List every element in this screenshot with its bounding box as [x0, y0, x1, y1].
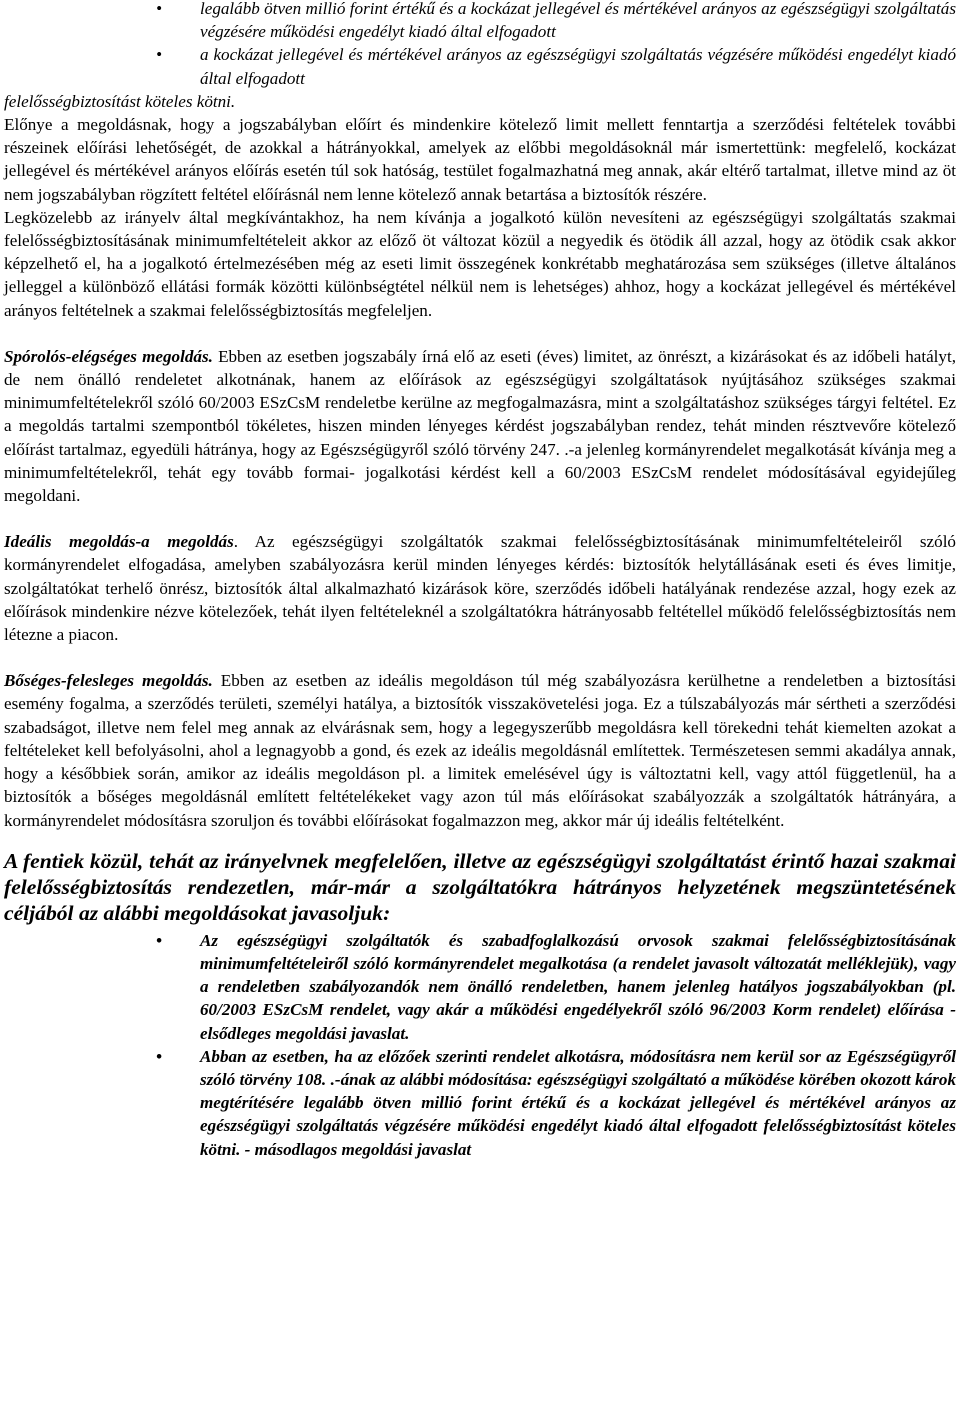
section-abundant-label: Bőséges-felesleges megoldás. [4, 671, 213, 691]
paragraph-closest: Legközelebb az irányelv által megkívántakhoz, ha nem kívánja a jogalkotó külön nevesíteni az egészségügyi szolgáltatás szakmai felelősségbiztosításának minimumfeltételeit akkor az előző öt változat közül a negyedik és ötödik áll azzal, hogy az ötödik csak akkor képzelhető el, ha a jogalkotó értelmezésében még az eseti limit összegének konkrétabb meghatározása sem szükséges (illetve általános jelleggel a különböző ellátási formák közötti különbségtétel nélkül nem is lehetséges) ahhoz, hogy a kockázat jellegével és mértékével arányos feltételnek a szakmai felelősségbiztosítás megfeleljen. [4, 207, 956, 320]
final-bullet-2-text: Abban az esetben, ha az előzőek szerinti rendelet alkotásra, módosításra nem kerül sor az Egészségügyről szóló törvény 108. .-ának az alábbi módosítása: egészségügyi szolgáltató a működése körében okozott károk megtérítésére legalább ötven millió forint értékű és a kockázat jellegével és mértékével arányos az egészségügyi szolgáltatás végzésére működési engedélyt kiadó által elfogadott felelősségbiztosítást köteles kötni. - másodlagos megoldási javaslat [200, 1046, 956, 1159]
bullet-dot-icon: • [156, 930, 162, 950]
conclusion-heading: A fentiek közül, tehát az irányelvnek megfelelően, illetve az egészségügyi szolgáltatást érintő hazai szakmai felelősségbiztosítás rendezetlen, már-már a szolgáltatókra hátrányos helyzetének megszüntetésének céljából az alábbi megoldásokat javasoljuk: [4, 848, 956, 925]
section-abundant-text: Ebben az esetben az ideális megoldáson túl még szabályozásra kerülhetne a rendeletben a biztosítási esemény fogalma, a szerződés területi, személyi hatálya, a biztosítók visszakövetelési joga. Ez a túlszabályozás már sértheti a szerződési szabadságot, illetve nem felel meg annak az elvárásnak sem, hogy a legegyszerűbb megoldásra kell törekedni tehát kiemelten azokat a feltételeket kell befolyásolni, ahol a legnagyobb a gond, és ezek az ideális megoldásnál említettek. Természetesen semmi akadálya annak, hogy a későbbiek során, amikor az ideális megoldáson pl. a limitek emelésével úgy is változtatni kell, vagy attól függetlenül, ha a biztosítók a bőséges megoldásnál említett feltételékeket vagy azon túl más előírásokat szabályozzák a szolgáltatók hátrányára, a kormányrendelet módosításra szoruljon és további előírásokat fogalmazzon meg, akkor már új ideális feltételként. [4, 671, 957, 830]
final-bullet-1 [4, 929, 956, 1045]
intro-tail: felelősségbiztosítást köteles kötni. [4, 91, 236, 111]
section-ideal-text: . Az egészségügyi szolgáltatók szakmai felelősségbiztosításának minimumfeltételeiről szóló kormányrendelet elfogadása, amelyben szabályozásra kerül minden lényeges kérdés: biztosítók helytállásának eseti és éves limitje, szolgáltatókat terhelő önrész, biztosítók által alkalmazható kizárások köre, szerződés időbeli hatályának rendezése azzal, hogy ezek az előírások mindenkire nézve kötelezőek, tehát ilyen feltételeknél a szolgáltatókra hátrányosabb feltétellel működő felelősségbiztosítás nem létezne a piacon. [4, 532, 956, 645]
final-bullet-1-text: Az egészségügyi szolgáltatók és szabadfoglalkozású orvosok szakmai felelősségbiztosításának minimumfeltételeiről szóló kormányrendelet megalkotása (a rendelet javasolt változatát melléklejük), vagy a rendeletben szabályozandók nem önálló rendeletben, hanem jelenleg hatályos jogszabályokban (pl. 60/2003 ESzCsM rendelet, vagy akár a működési engedélyekről szóló 96/2003 Korm rendelet) előírása - elsődleges megoldási javaslat. [200, 930, 956, 1043]
final-bullet-2 [4, 1045, 956, 1161]
bullet-dot-icon: • [156, 0, 162, 18]
spacer [4, 322, 956, 345]
section-ideal-label: Ideális megoldás-a megoldás [4, 532, 234, 552]
intro-bullet-1-text: legalább ötven millió forint értékű és a kockázat jellegével és mértékével arányos az egészségügyi szolgáltatás végzésére működési engedélyt kiadó által elfogadott [200, 0, 956, 42]
section-sparing-text: Ebben az esetben jogszabály írná elő az eseti (éves) limitet, az önrészt, a kizárásokat és az időbeli hatályt, de nem önálló rendeletet alkotnának, hanem az előírások az egészségügyi szolgáltatások nyújtásához szükséges szakmai minimumfeltételekről szóló 60/2003 ESzCsM rendeletbe kerülne az megfogalmazásra, mint a szolgáltatáshoz szükséges tárgyi feltétel. Ez a megoldás tartalmi szempontból tökéletes, hiszen minden lényeges kérdést jogszabályban rendez, tehát minden résztvevőre kötelező előírást tartalmaz, egyedüli hátránya, hogy az Egészségügyről szóló törvény 247. .-a jelenleg kormányrendelet megalkotását kívánja meg a minimumfeltételekről, tehát egy tovább formai- jogalkotási kérdést kell a 60/2003 ESzCsM rendelet módosításával egyidejűleg megoldani. [4, 346, 956, 506]
spacer [4, 507, 956, 530]
paragraph-advantage: Előnye a megoldásnak, hogy a jogszabályban előírt és mindenkire kötelező limit mellett fenntartja a szerződési feltételek további részeinek előírási lehetőségét, de azokkal a hátrányokkal, amelyek az előbbi megoldásoknál már ismertettünk: megfelelő, kockázat jellegével és mértékével arányos előírás esetén túl sok hatóság, testület fogalmazhatná meg annak, akár eltérő tartalmat, illetve mind az öt nem jogszabályban rögzített feltétel előírásnál nem lenne kötelező annak betartása a biztosítók részére. [4, 115, 956, 204]
intro-bullet-2-text: a kockázat jellegével és mértékével arányos az egészségügyi szolgáltatás végzésére működési engedélyt kiadó által elfogadott [200, 45, 956, 88]
section-ideal [4, 530, 956, 646]
section-sparing [4, 345, 956, 507]
bullet-dot-icon: • [156, 45, 162, 65]
intro-bullet-1 [4, 0, 956, 43]
intro-bullet-2 [4, 43, 956, 89]
section-sparing-label: Spórolós-elégséges megoldás. [4, 346, 213, 366]
spacer [4, 646, 956, 669]
section-abundant [4, 669, 956, 831]
bullet-dot-icon: • [156, 1046, 162, 1066]
document-page [4, 0, 956, 1161]
